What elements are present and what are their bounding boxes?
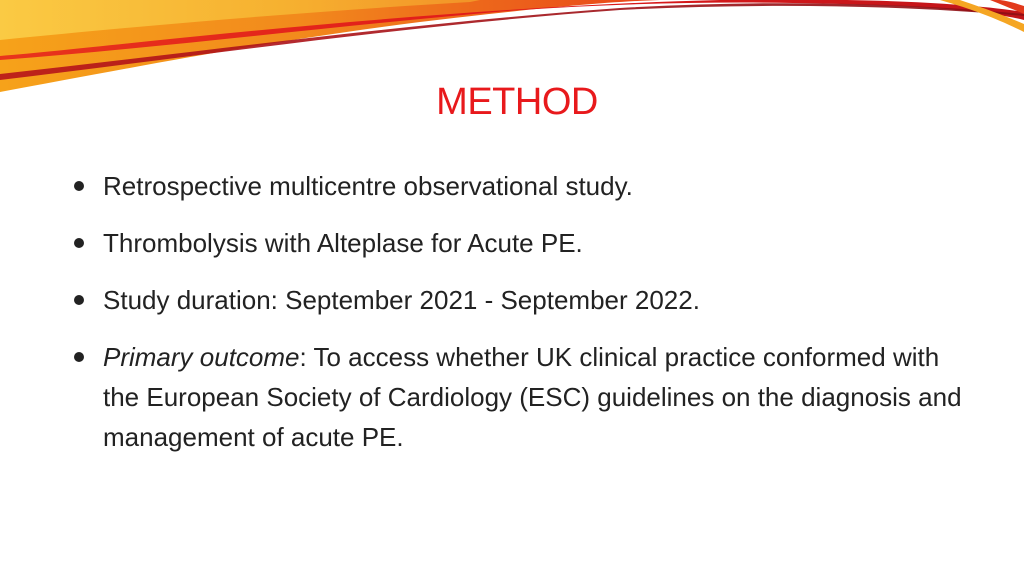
slide-title: METHOD	[436, 81, 598, 123]
bullet-item	[72, 223, 972, 263]
bullet-dot-icon	[74, 238, 84, 248]
bullet-text: Retrospective multicentre observational study.	[103, 171, 633, 201]
bullet-item	[72, 337, 972, 457]
bullet-dot-icon	[74, 181, 84, 191]
bullet-dot-icon	[74, 352, 84, 362]
bullet-text: Thrombolysis with Alteplase for Acute PE.	[103, 228, 583, 258]
bullet-item	[72, 280, 972, 320]
bullet-text: : To access whether UK clinical practice conformed with the European Society of Cardiology (ESC) guidelines on the diagnosis and management of acute PE.	[103, 342, 962, 452]
primary-outcome-label: Primary outcome	[103, 342, 300, 372]
bullet-text: Study duration: September 2021 - September 2022.	[103, 285, 700, 315]
bullet-item	[72, 166, 972, 206]
bullet-dot-icon	[74, 295, 84, 305]
bullet-list	[72, 166, 972, 474]
